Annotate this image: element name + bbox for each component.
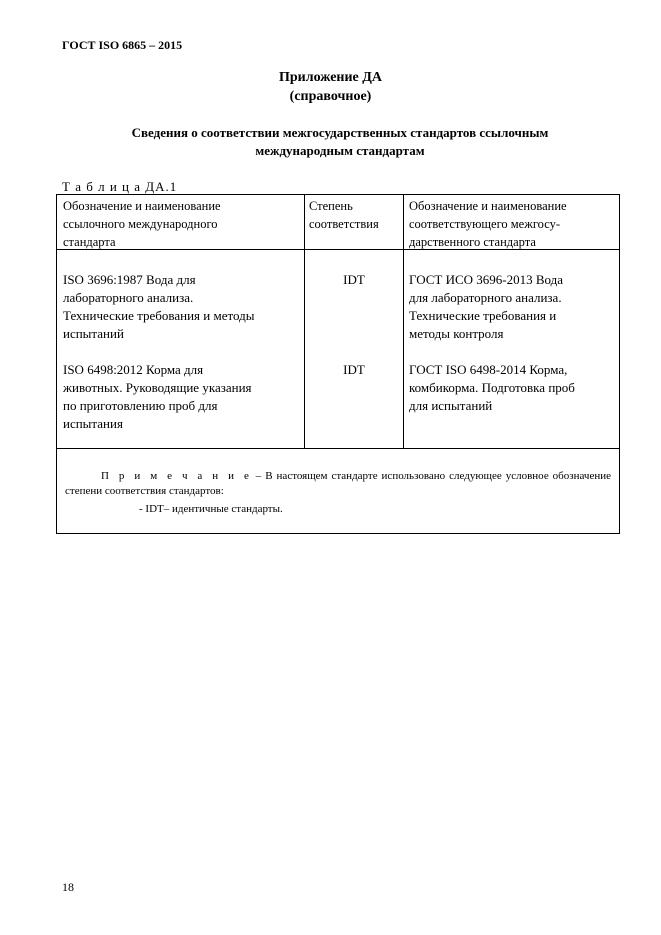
table-row-1-degree: IDT xyxy=(343,272,365,287)
appendix-title: Приложение ДА xyxy=(278,70,383,85)
heading-line: Сведения о соответствии межгосударственных стандартов ссылочным xyxy=(131,125,549,140)
table-label: Т а б л и ц а ДА.1 xyxy=(62,179,178,194)
note-divider xyxy=(57,448,619,449)
table-row-2-degree: IDT xyxy=(343,362,365,377)
column-header-international: Обозначение и наименование ссылочного международного стандарта xyxy=(63,199,221,249)
correspondence-table xyxy=(56,194,620,534)
table-row-2-international: ISO 6498:2012 Корма для животных. Руководящие указания по приготовлению проб для испытания xyxy=(63,362,252,431)
document-code: ГОСТ ISO 6865 – 2015 xyxy=(62,38,183,52)
page-number: 18 xyxy=(62,880,74,894)
appendix-subtitle: (справочное) xyxy=(289,89,372,104)
heading-line: международным стандартам xyxy=(255,143,425,158)
note-item: - IDT– идентичные стандарты. xyxy=(139,503,283,515)
column-header-degree: Степень соответствия xyxy=(309,199,379,231)
table-row-1-interstate: ГОСТ ИСО 3696-2013 Вода для лабораторного анализа. Технические требования и методы контроля xyxy=(409,272,564,341)
column-header-interstate: Обозначение и наименование соответствующего межгосу- дарственного стандарта xyxy=(409,199,567,249)
column-divider xyxy=(304,195,305,449)
appendix-heading xyxy=(70,124,610,160)
table-row-2-interstate: ГОСТ ISO 6498-2014 Корма, комбикорма. Подготовка проб для испытаний xyxy=(409,362,575,413)
table-row-1-international: ISO 3696:1987 Вода для лабораторного анализа. Технические требования и методы испытаний xyxy=(63,272,255,341)
table-note xyxy=(65,469,611,499)
column-divider xyxy=(403,195,404,449)
note-text: – В настоящем стандарте использовано следующее условное обозначение степени соответствия стандартов: xyxy=(65,470,611,497)
note-lead: П р и м е ч а н и е xyxy=(101,470,252,482)
